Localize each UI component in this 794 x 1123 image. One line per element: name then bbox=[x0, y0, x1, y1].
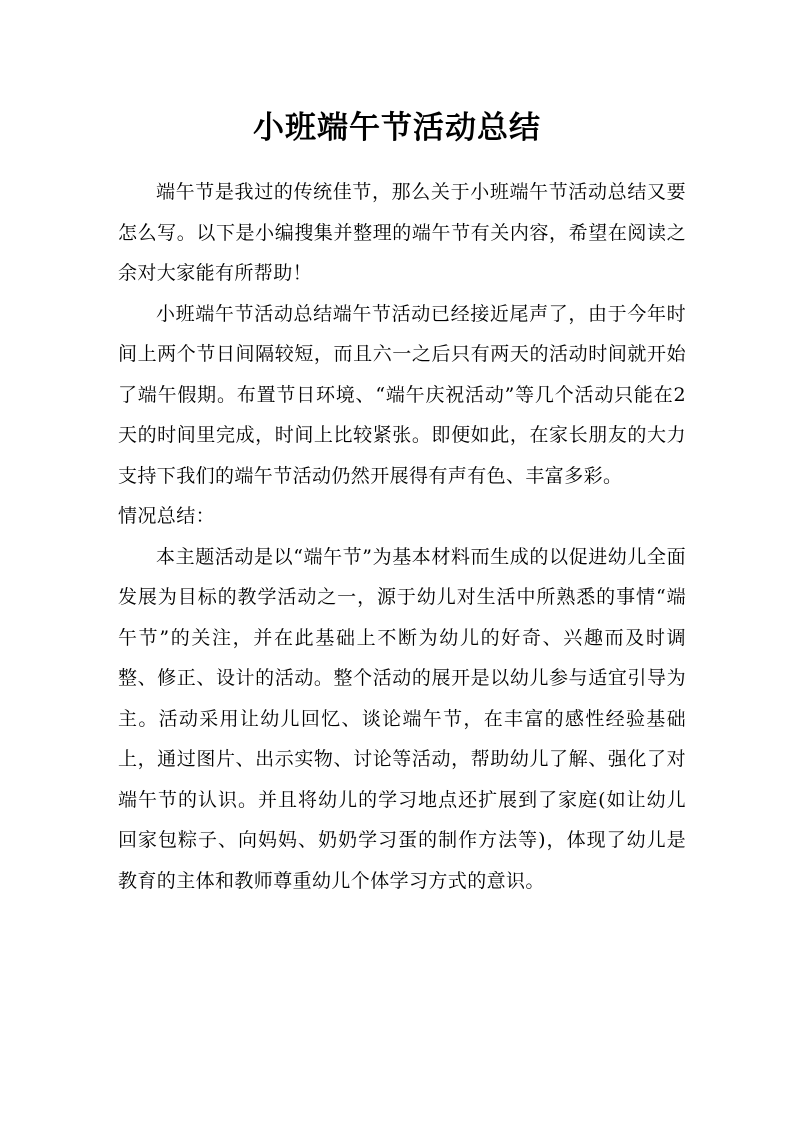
paragraph-theme: 本主题活动是以“端午节”为基本材料而生成的以促进幼儿全面发展为目标的教学活动之一，源于幼儿对生活中所熟悉的事情“端午节”的关注，并在此基础上不断为幼儿的好奇、兴趣而及时调整、修正、设计的活动。整个活动的展开是以幼儿参与适宜引导为主。活动采用让幼儿回忆、谈论端午节，在丰富的感性经验基础上，通过图片、出示实物、讨论等活动，帮助幼儿了解、强化了对端午节的认识。并且将幼儿的学习地点还扩展到了家庭(如让幼儿回家包粽子、向妈妈、奶奶学习蛋的制作方法等)，体现了幼儿是教育的主体和教师尊重幼儿个体学习方式的意识。 bbox=[118, 545, 686, 892]
paragraph-summary: 小班端午节活动总结端午节活动已经接近尾声了，由于今年时间上两个节日间隔较短，而且六一之后只有两天的活动时间就开始了端午假期。布置节日环境、“端午庆祝活动”等几个活动只能在2天的时间里完成，时间上比较紧张。即便如此，在家长朋友的大力支持下我们的端午节活动仍然开展得有声有色、丰富多彩。 bbox=[118, 302, 686, 487]
document-title: 小班端午节活动总结 bbox=[253, 110, 541, 146]
section-heading: 情况总结： bbox=[118, 505, 216, 527]
paragraph-intro: 端午节是我过的传统佳节，那么关于小班端午节活动总结又要怎么写。以下是小编搜集并整理的端午节有关内容，希望在阅读之余对大家能有所帮助！ bbox=[118, 181, 686, 284]
document-body bbox=[118, 172, 686, 901]
